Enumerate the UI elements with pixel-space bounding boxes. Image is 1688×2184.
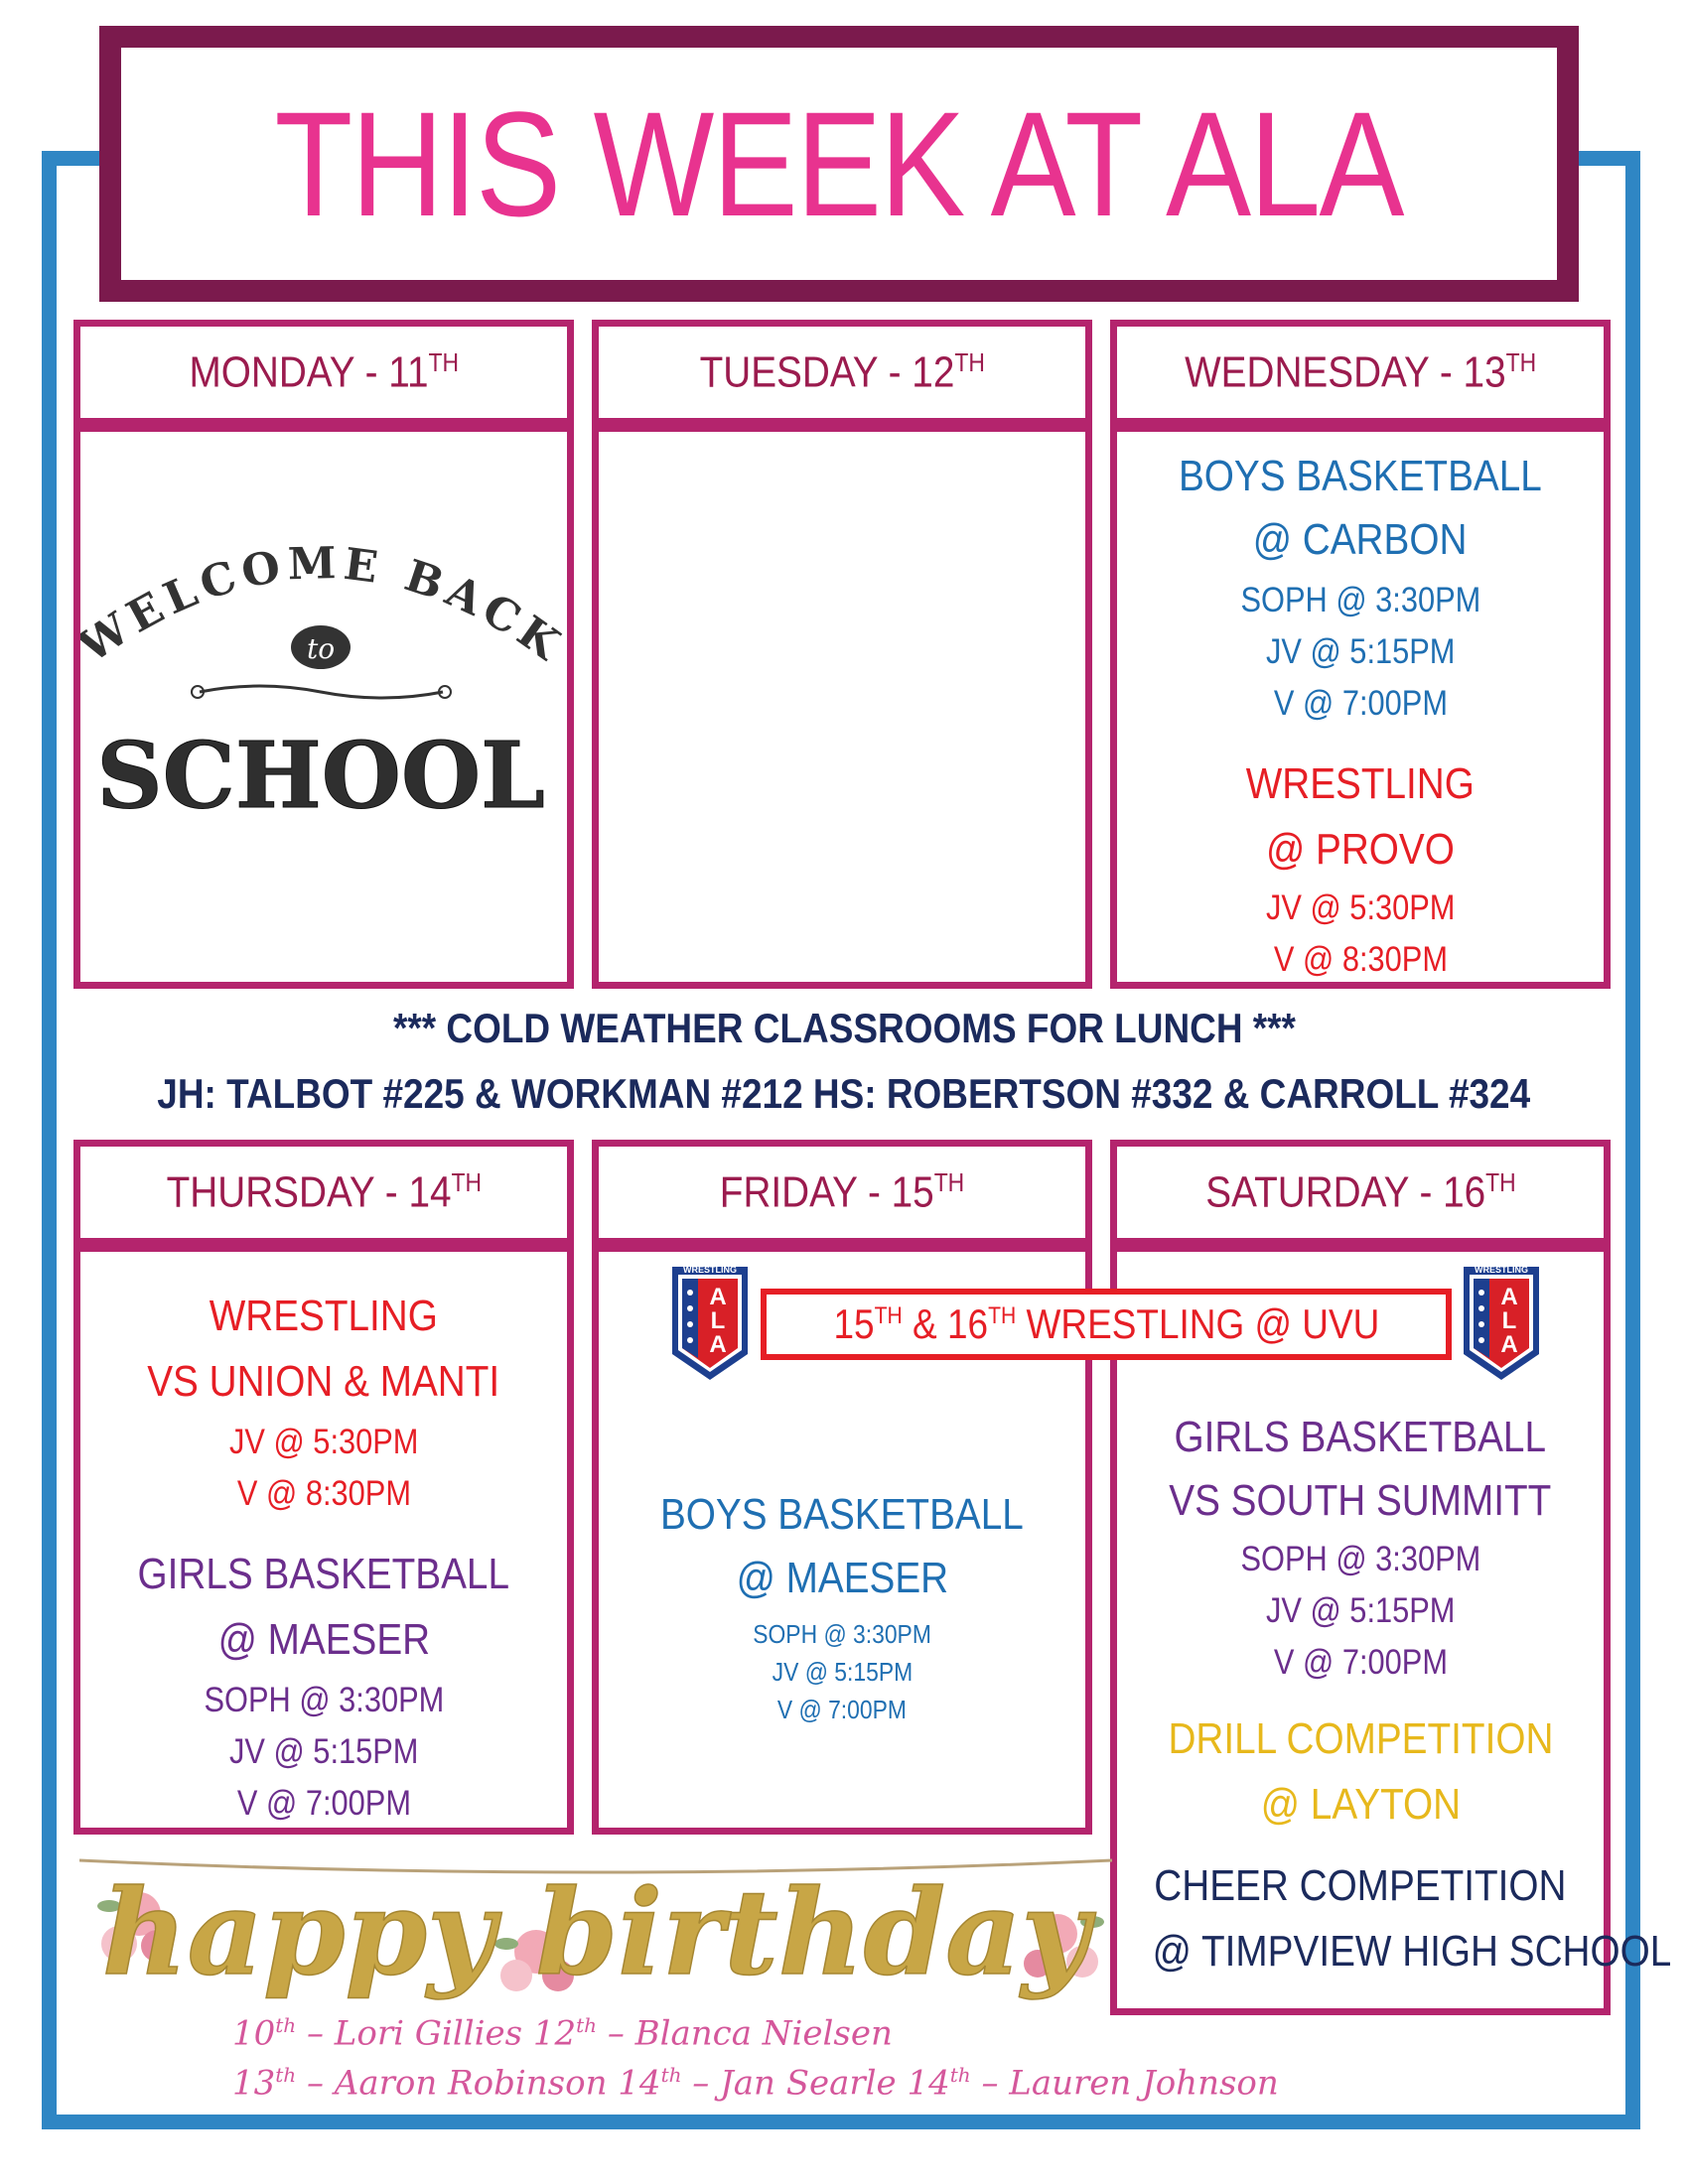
event-time: JV @ 5:30PM: [228, 1423, 419, 1461]
event-location: @ MAESER: [736, 1554, 948, 1602]
svg-text:A: A: [1500, 1284, 1518, 1310]
svg-text:L: L: [710, 1307, 726, 1334]
event-location: @ PROVO: [1266, 825, 1455, 874]
event-location: @ MAESER: [217, 1615, 430, 1664]
svg-text:WRESTLING: WRESTLING: [683, 1265, 737, 1275]
event-title: GIRLS BASKETBALL: [1174, 1413, 1547, 1461]
event-time: SOPH @ 3:30PM: [204, 1681, 444, 1719]
welcome-back-graphic: [80, 432, 567, 982]
event-title: WRESTLING: [209, 1292, 439, 1340]
svg-text:L: L: [1501, 1307, 1517, 1334]
event-location: VS UNION & MANTI: [147, 1357, 500, 1406]
event-time: V @ 8:30PM: [236, 1474, 411, 1513]
event-location: @ LAYTON: [1260, 1780, 1461, 1829]
day-header-friday: FRIDAY - 15TH: [592, 1140, 1092, 1245]
event-time: SOPH @ 3:30PM: [1240, 1540, 1480, 1578]
event-time: SOPH @ 3:30PM: [1240, 581, 1480, 619]
day-box-monday: [73, 425, 574, 989]
svg-text:happy birthday: happy birthday: [101, 1863, 1090, 2001]
svg-text:A: A: [709, 1331, 727, 1358]
event-time: V @ 8:30PM: [1273, 940, 1448, 979]
event-time: JV @ 5:30PM: [1265, 888, 1456, 927]
event-location: @ CARBON: [1253, 515, 1468, 564]
svg-text:WRESTLING: WRESTLING: [1475, 1265, 1528, 1275]
event-time: V @ 7:00PM: [1273, 1643, 1448, 1682]
day-box-thursday: [73, 1245, 574, 1835]
event-time: SOPH @ 3:30PM: [753, 1619, 931, 1649]
svg-text:WELCOME BACK: ELCOME BACK: [118, 537, 567, 674]
svg-text:SCHOOL: SCHOOL: [96, 722, 545, 829]
event-time: JV @ 5:15PM: [772, 1657, 913, 1687]
event-title: GIRLS BASKETBALL: [137, 1550, 510, 1598]
event-time: V @ 7:00PM: [236, 1784, 411, 1823]
page-title: THIS WEEK AT ALA: [274, 79, 1404, 247]
event-title: BOYS BASKETBALL: [1179, 452, 1542, 500]
event-time: V @ 7:00PM: [1273, 684, 1448, 723]
day-box-tuesday: [592, 425, 1092, 989]
event-title: WRESTLING: [1245, 759, 1476, 808]
day-header-thursday: THURSDAY - 14TH: [73, 1140, 574, 1245]
svg-text:to: to: [306, 632, 336, 665]
event-title: BOYS BASKETBALL: [660, 1490, 1024, 1539]
birthday-list-line-1: 10th – Lori Gillies 12th – Blanca Nielsen: [232, 2013, 893, 2054]
event-title: DRILL COMPETITION: [1168, 1714, 1553, 1763]
day-header-tuesday: TUESDAY - 12TH: [592, 320, 1092, 425]
event-location: VS SOUTH SUMMITT: [1169, 1476, 1552, 1525]
ala-wrestling-logo-icon: [668, 1259, 752, 1384]
day-header-saturday: SATURDAY - 16TH: [1110, 1140, 1611, 1245]
title-banner: [99, 26, 1579, 302]
event-time: JV @ 5:15PM: [1265, 632, 1456, 671]
birthday-list-line-2: 13th – Aaron Robinson 14th – Jan Searle 14th – Lauren Johnson: [232, 2063, 1279, 2104]
event-title: CHEER COMPETITION: [1154, 1861, 1567, 1910]
day-box-wednesday: [1110, 425, 1611, 989]
cold-weather-notice: *** COLD WEATHER CLASSROOMS FOR LUNCH ***: [392, 1005, 1296, 1051]
event-time: V @ 7:00PM: [776, 1695, 908, 1724]
day-header-wednesday: WEDNESDAY - 13TH: [1110, 320, 1611, 425]
happy-birthday-banner: [79, 1844, 1112, 2033]
svg-text:A: A: [709, 1284, 727, 1310]
event-location: @ TIMPVIEW HIGH SCHOOL: [1152, 1927, 1672, 1976]
event-time: JV @ 5:15PM: [228, 1732, 419, 1771]
event-time: JV @ 5:15PM: [1265, 1591, 1456, 1630]
wrestling-uvu-banner: 15TH & 16TH WRESTLING @ UVU: [761, 1289, 1452, 1360]
svg-text:A: A: [1500, 1331, 1518, 1358]
ala-wrestling-logo-icon: [1460, 1259, 1543, 1384]
day-header-monday: MONDAY - 11TH: [73, 320, 574, 425]
cold-weather-rooms: JH: TALBOT #225 & WORKMAN #212 HS: ROBERTSON #332 & CARROLL #324: [157, 1070, 1531, 1117]
